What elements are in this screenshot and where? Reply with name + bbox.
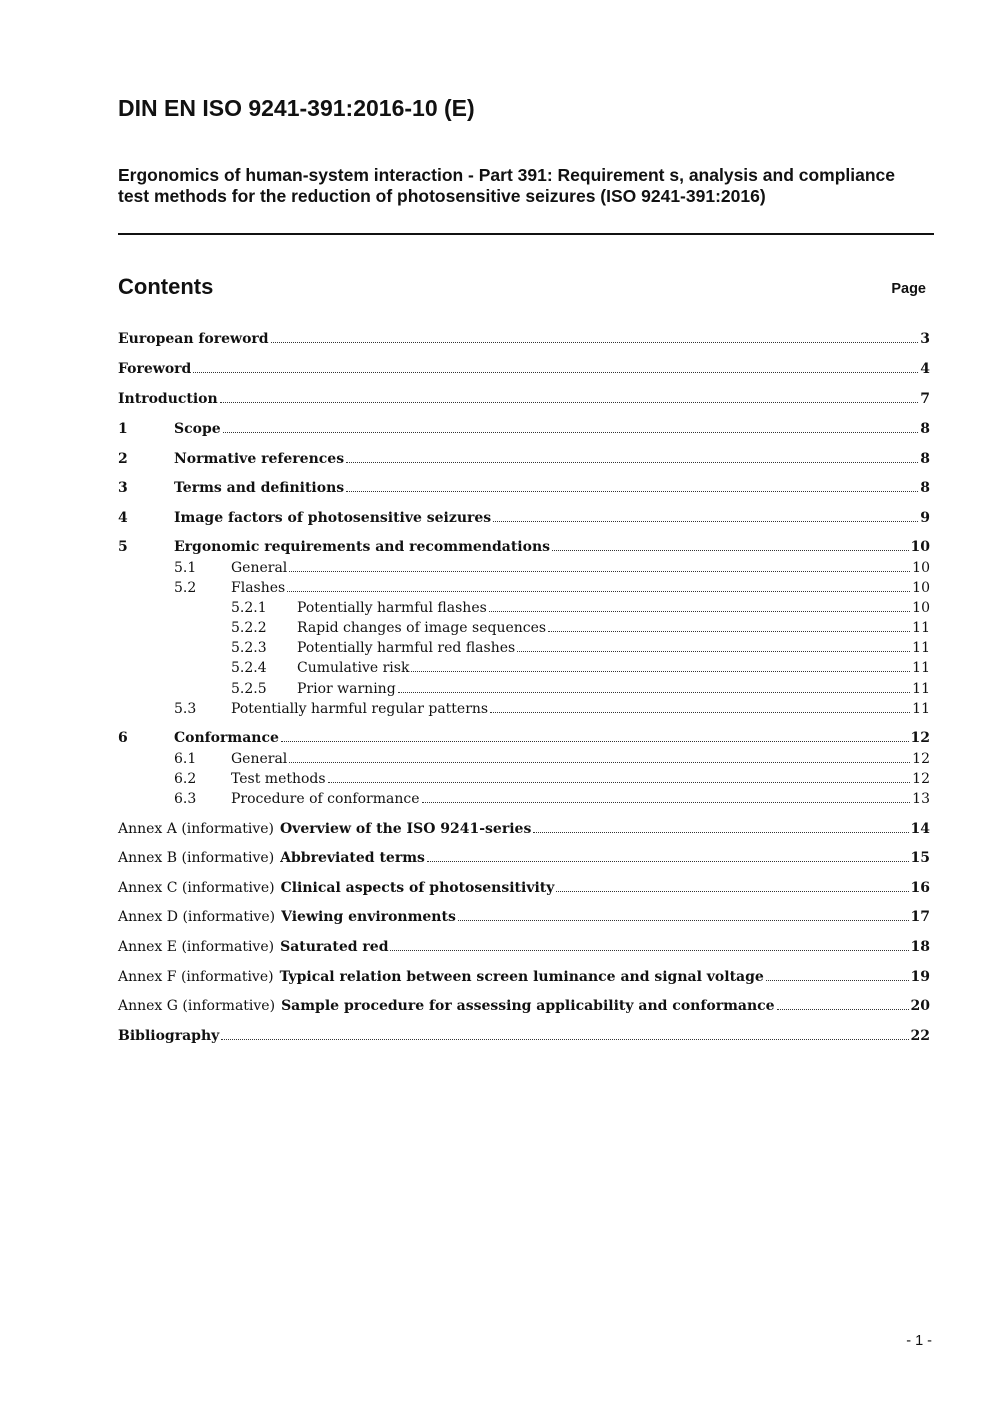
toc-title: Saturated red bbox=[280, 939, 389, 955]
toc-leader-dots bbox=[411, 671, 910, 672]
toc-page-number: 13 bbox=[912, 791, 930, 807]
toc-title: Test methods bbox=[231, 771, 326, 787]
toc-title: Normative references bbox=[174, 451, 345, 467]
toc-entry[interactable] bbox=[118, 391, 930, 411]
toc-title: Sample procedure for assessing applicability and conformance bbox=[281, 998, 775, 1014]
toc-number: Annex G (informative) bbox=[118, 998, 276, 1014]
toc-number: 4 bbox=[118, 510, 128, 526]
toc-leader-dots bbox=[398, 692, 911, 693]
toc-entry[interactable] bbox=[118, 909, 930, 929]
toc-page-number: 4 bbox=[920, 361, 930, 377]
toc-number: Annex F (informative) bbox=[118, 969, 274, 985]
toc-number: 1 bbox=[118, 421, 128, 437]
toc-entry[interactable] bbox=[231, 600, 930, 620]
toc-title: Potentially harmful flashes bbox=[297, 600, 487, 616]
toc-entry[interactable] bbox=[118, 969, 930, 989]
toc-leader-dots bbox=[548, 631, 910, 632]
document-subtitle: Ergonomics of human-system interaction - Part 391: Requirement s, analysis and compliance test methods for the reduction of photosensitive seizures (ISO 9241-391:2016) bbox=[118, 165, 896, 206]
toc-leader-dots bbox=[346, 462, 918, 463]
toc-leader-dots bbox=[490, 712, 910, 713]
toc-page-number: 7 bbox=[920, 391, 930, 407]
toc-leader-dots bbox=[458, 920, 909, 921]
toc-title: Ergonomic requirements and recommendations bbox=[174, 539, 551, 555]
toc-entry[interactable] bbox=[118, 880, 930, 900]
toc-page-number: 19 bbox=[910, 969, 930, 985]
toc-leader-dots bbox=[287, 591, 910, 592]
toc-entry[interactable] bbox=[118, 1028, 930, 1048]
toc-title: Conformance bbox=[174, 730, 279, 746]
toc-leader-dots bbox=[517, 651, 910, 652]
toc-page-number: 10 bbox=[912, 580, 930, 596]
toc-leader-dots bbox=[220, 402, 919, 403]
toc-number: 6 bbox=[118, 730, 128, 746]
toc-page-number: 18 bbox=[910, 939, 930, 955]
toc-leader-dots bbox=[289, 571, 910, 572]
toc-entry[interactable] bbox=[231, 620, 930, 640]
toc-title: Potentially harmful regular patterns bbox=[231, 701, 489, 717]
toc-page-number: 11 bbox=[912, 660, 930, 676]
toc-title: Overview of the ISO 9241-series bbox=[279, 821, 532, 837]
toc-leader-dots bbox=[281, 741, 909, 742]
toc-page-number: 10 bbox=[912, 600, 930, 616]
toc-page-number: 12 bbox=[912, 771, 930, 787]
toc-number: 5.2.2 bbox=[231, 620, 267, 636]
toc-page-number: 22 bbox=[910, 1028, 930, 1044]
toc-title: Introduction bbox=[118, 391, 218, 407]
toc-page-number: 14 bbox=[910, 821, 930, 837]
toc-number: 5.2.1 bbox=[231, 600, 267, 616]
toc-entry[interactable] bbox=[231, 660, 930, 680]
toc-title: General bbox=[231, 560, 288, 576]
toc-title: Rapid changes of image sequences bbox=[297, 620, 547, 636]
document-title: DIN EN ISO 9241-391:2016-10 (E) bbox=[118, 95, 475, 121]
toc-entry[interactable] bbox=[174, 580, 930, 600]
toc-page-number: 8 bbox=[920, 451, 930, 467]
toc-entry[interactable] bbox=[118, 730, 930, 750]
toc-entry[interactable] bbox=[118, 361, 930, 381]
toc-leader-dots bbox=[271, 342, 919, 343]
toc-entry[interactable] bbox=[231, 681, 930, 701]
page-number-footer: - 1 - bbox=[906, 1333, 932, 1349]
toc-entry[interactable] bbox=[118, 421, 930, 441]
toc-title: Viewing environments bbox=[281, 909, 456, 925]
toc-title: Bibliography bbox=[118, 1028, 220, 1044]
toc-title: Procedure of conformance bbox=[231, 791, 420, 807]
toc-entry[interactable] bbox=[118, 821, 930, 841]
toc-leader-dots bbox=[328, 782, 911, 783]
toc-page-number: 15 bbox=[910, 850, 930, 866]
toc-title: Foreword bbox=[118, 361, 192, 377]
toc-entry[interactable] bbox=[174, 701, 930, 721]
toc-leader-dots bbox=[193, 372, 918, 373]
toc-number: 5.1 bbox=[174, 560, 197, 576]
toc-title: Cumulative risk bbox=[297, 660, 410, 676]
toc-entry[interactable] bbox=[118, 539, 930, 559]
toc-number: 5.2.3 bbox=[231, 640, 267, 656]
toc-page-number: 11 bbox=[912, 640, 930, 656]
toc-page-number: 10 bbox=[912, 560, 930, 576]
toc-leader-dots bbox=[493, 521, 918, 522]
toc-title: European foreword bbox=[118, 331, 269, 347]
toc-leader-dots bbox=[289, 762, 910, 763]
toc-title: General bbox=[231, 751, 288, 767]
toc-title: Abbreviated terms bbox=[280, 850, 425, 866]
toc-number: 2 bbox=[118, 451, 128, 467]
toc-number: 3 bbox=[118, 480, 128, 496]
toc-title: Clinical aspects of photosensitivity bbox=[280, 880, 555, 896]
toc-page-number: 12 bbox=[910, 730, 930, 746]
toc-leader-dots bbox=[766, 980, 909, 981]
toc-leader-dots bbox=[223, 432, 919, 433]
toc-leader-dots bbox=[422, 802, 911, 803]
toc-entry[interactable] bbox=[174, 560, 930, 580]
toc-number: 5 bbox=[118, 539, 128, 555]
toc-page-number: 11 bbox=[912, 620, 930, 636]
toc-entry[interactable] bbox=[174, 791, 930, 811]
toc-title: Typical relation between screen luminance and signal voltage bbox=[279, 969, 764, 985]
toc-leader-dots bbox=[533, 832, 908, 833]
toc-title: Potentially harmful red flashes bbox=[297, 640, 516, 656]
toc-leader-dots bbox=[552, 550, 909, 551]
contents-heading: Contents bbox=[118, 274, 214, 299]
toc-entry[interactable] bbox=[118, 331, 930, 351]
toc-number: 6.2 bbox=[174, 771, 197, 787]
toc-leader-dots bbox=[556, 891, 908, 892]
toc-entry[interactable] bbox=[118, 510, 930, 530]
toc-page-number: 10 bbox=[910, 539, 930, 555]
toc-leader-dots bbox=[390, 950, 908, 951]
toc-page-number: 3 bbox=[920, 331, 930, 347]
toc-leader-dots bbox=[427, 861, 909, 862]
toc-number: 6.3 bbox=[174, 791, 197, 807]
toc-entry[interactable] bbox=[174, 751, 930, 771]
toc-number: 5.3 bbox=[174, 701, 197, 717]
toc-number: 5.2.5 bbox=[231, 681, 267, 697]
toc-number: Annex E (informative) bbox=[118, 939, 275, 955]
toc-page-number: 8 bbox=[920, 480, 930, 496]
toc-title: Scope bbox=[174, 421, 221, 437]
toc-leader-dots bbox=[489, 611, 910, 612]
toc-page-number: 20 bbox=[910, 998, 930, 1014]
toc-title: Prior warning bbox=[297, 681, 396, 697]
title-rule bbox=[118, 233, 934, 235]
toc-page-number: 9 bbox=[920, 510, 930, 526]
toc-entry[interactable] bbox=[118, 998, 930, 1018]
toc-entry[interactable] bbox=[118, 939, 930, 959]
toc-title: Image factors of photosensitive seizures bbox=[174, 510, 492, 526]
toc-entry[interactable] bbox=[174, 771, 930, 791]
toc-entry[interactable] bbox=[118, 451, 930, 471]
toc-page-number: 11 bbox=[912, 701, 930, 717]
toc-leader-dots bbox=[346, 491, 918, 492]
page-column-label: Page bbox=[891, 281, 926, 297]
toc-page-number: 16 bbox=[910, 880, 930, 896]
toc-leader-dots bbox=[221, 1039, 908, 1040]
toc-page-number: 8 bbox=[920, 421, 930, 437]
toc-leader-dots bbox=[777, 1009, 909, 1010]
toc-number: 5.2 bbox=[174, 580, 197, 596]
toc-page-number: 12 bbox=[912, 751, 930, 767]
toc-number: 6.1 bbox=[174, 751, 197, 767]
toc-number: Annex A (informative) bbox=[118, 821, 274, 837]
toc-number: 5.2.4 bbox=[231, 660, 267, 676]
toc-number: Annex B (informative) bbox=[118, 850, 275, 866]
toc-number: Annex D (informative) bbox=[118, 909, 276, 925]
toc-entry[interactable] bbox=[231, 640, 930, 660]
toc-title: Terms and definitions bbox=[174, 480, 345, 496]
toc-number: Annex C (informative) bbox=[118, 880, 275, 896]
toc-page-number: 11 bbox=[912, 681, 930, 697]
toc-page-number: 17 bbox=[910, 909, 930, 925]
toc-entry[interactable] bbox=[118, 480, 930, 500]
toc-entry[interactable] bbox=[118, 850, 930, 870]
toc-title: Flashes bbox=[231, 580, 286, 596]
